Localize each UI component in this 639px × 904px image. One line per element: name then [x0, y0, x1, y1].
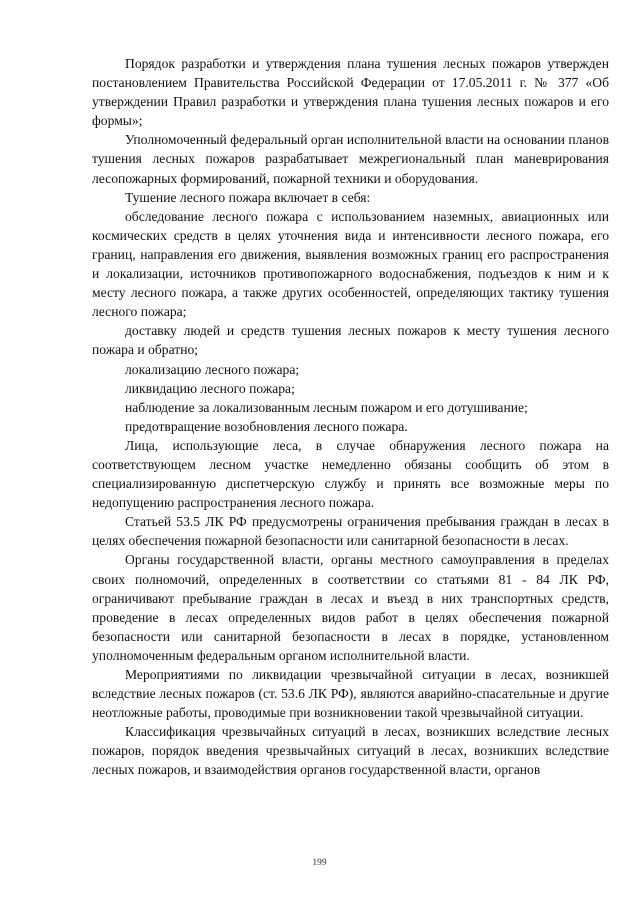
list-item: обследование лесного пожара с использованием наземных, авиационных или космических средств в целях уточнения вида и интенсивности лесного пожара, его границ, направления его движения, выявления возможных границ его распространения и локализации, источников противопожарного водоснабжения, подъездов к ним и к месту лесного пожара, а также других особенностей, определяющих тактику тушения лесного пожара; — [92, 208, 609, 320]
page-number: 199 — [312, 858, 327, 868]
list-item: локализацию лесного пожара; — [125, 361, 300, 377]
paragraph: Тушение лесного пожара включает в себя: — [125, 189, 371, 205]
paragraph: Уполномоченный федеральный орган исполнительной власти на основании планов тушения лесных пожаров разрабатывает межрегиональный план маневрирования лесопожарных формирований, пожарной техники и оборудования. — [92, 132, 609, 186]
paragraph: Классификация чрезвычайных ситуаций в лесах, возникших вследствие лесных пожаров, порядок введения чрезвычайных ситуаций в лесах, возникших вследствие лесных пожаров, и взаимодействия органов государственной власти, органов — [92, 724, 609, 778]
paragraph: Мероприятиями по ликвидации чрезвычайной ситуации в лесах, возникшей вследствие лесных пожаров (ст. 53.6 ЛК РФ), являются аварийно-спасательные и другие неотложные работы, проводимые при возникновении такой чрезвычайной ситуации. — [92, 667, 609, 721]
paragraph: Статьей 53.5 ЛК РФ предусмотрены ограничения пребывания граждан в лесах в целях обеспечения пожарной безопасности или санитарной безопасности в лесах. — [92, 514, 609, 549]
paragraph: Органы государственной власти, органы местного самоуправления в пределах своих полномочий, определенных в соответствии со статьями 81 - 84 ЛК РФ, ограничивают пребывание граждан в лесах и въезд в них транспортных средств, проведение в лесах определенных видов работ в целях обеспечения пожарной безопасности или санитарной безопасности в лесах в порядке, установленном уполномоченным федеральным органом исполнительной власти. — [92, 552, 609, 663]
list-item: наблюдение за локализованным лесным пожаром и его дотушивание; — [125, 399, 528, 415]
paragraph: Лица, использующие леса, в случае обнаружения лесного пожара на соответствующем лесном участке немедленно обязаны сообщить об этом в специализированную диспетчерскую службу и принять все возможные меры по недопущению распространения лесного пожара. — [92, 437, 609, 511]
list-item: доставку людей и средств тушения лесных пожаров к месту тушения лесного пожара и обратно; — [92, 323, 609, 358]
list-item: предотвращение возобновления лесного пожара. — [125, 418, 408, 434]
list-item: ликвидацию лесного пожара; — [125, 380, 295, 396]
document-body — [92, 54, 609, 780]
paragraph: Порядок разработки и утверждения плана тушения лесных пожаров утвержден постановлением Правительства Российской Федерации от 17.05.2011 г. № 377 «Об утверждении Правил разработки и утверждения плана тушения лесных пожаров и его формы»; — [92, 56, 609, 129]
